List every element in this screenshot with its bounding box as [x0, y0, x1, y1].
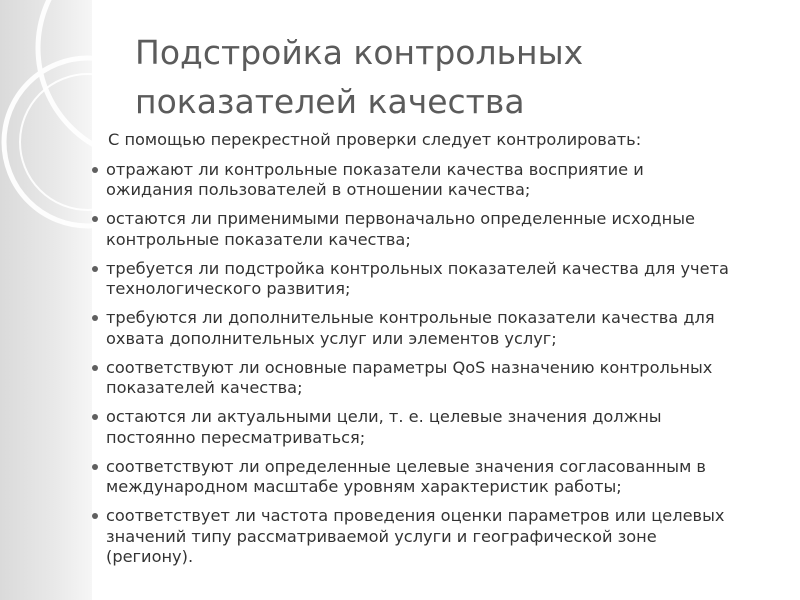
- bullet-item: [92, 308, 792, 349]
- bullet-text-line: значений типу рассматриваемой услуги и географической зоне: [106, 526, 657, 546]
- slide-title-line: показателей качества: [135, 82, 525, 121]
- bullet-item: [92, 358, 792, 399]
- bullet-text-line: (региону).: [106, 547, 194, 566]
- bullet-text-line: охвата дополнительных услуг или элементов услуг;: [106, 328, 557, 348]
- bullet-text-line: остаются ли актуальными цели, т. е. целевые значения должны: [106, 407, 662, 426]
- slide-title: [135, 28, 775, 126]
- bullet-text-line: требуется ли подстройка контрольных показателей качества для учета: [106, 258, 729, 278]
- bullet-item: [92, 506, 792, 568]
- intro-text: С помощью перекрестной проверки следует контролировать:: [108, 130, 642, 149]
- bullet-text-line: показателей качества;: [106, 378, 303, 397]
- bullet-dot-icon: [92, 414, 98, 420]
- bullet-item: [92, 259, 792, 300]
- bullet-text-line: технологического развития;: [106, 279, 351, 298]
- bullet-text-line: соответствуют ли определенные целевые значения согласованным в: [106, 456, 706, 476]
- bullet-dot-icon: [92, 266, 98, 272]
- bullet-dot-icon: [92, 315, 98, 321]
- bullet-text-line: отражают ли контрольные показатели качества восприятие и: [106, 159, 644, 179]
- bullet-item: [92, 457, 792, 498]
- bullet-item: [92, 209, 792, 250]
- bullet-dot-icon: [92, 167, 98, 173]
- bullet-dot-icon: [92, 216, 98, 222]
- bullet-text-line: соответствуют ли основные параметры QoS назначению контрольных: [106, 357, 713, 377]
- bullet-dot-icon: [92, 464, 98, 470]
- bullet-text-line: ожидания пользователей в отношении качества;: [106, 180, 531, 199]
- bullet-list: [92, 160, 792, 568]
- bullet-text-line: контрольные показатели качества;: [106, 229, 411, 249]
- bullet-text-line: соответствует ли частота проведения оценки параметров или целевых: [106, 506, 725, 525]
- slide-body: [92, 130, 792, 576]
- bullet-text-line: постоянно пересматриваться;: [106, 427, 366, 447]
- bullet-text-line: остаются ли применимыми первоначально определенные исходные: [106, 209, 695, 228]
- bullet-text-line: требуются ли дополнительные контрольные показатели качества для: [106, 308, 715, 327]
- bullet-dot-icon: [92, 513, 98, 519]
- bullet-item: [92, 407, 792, 448]
- slide-title-line: Подстройка контрольных: [135, 33, 584, 72]
- bullet-item: [92, 160, 792, 201]
- bullet-dot-icon: [92, 365, 98, 371]
- bullet-text-line: международном масштабе уровням характеристик работы;: [106, 477, 622, 496]
